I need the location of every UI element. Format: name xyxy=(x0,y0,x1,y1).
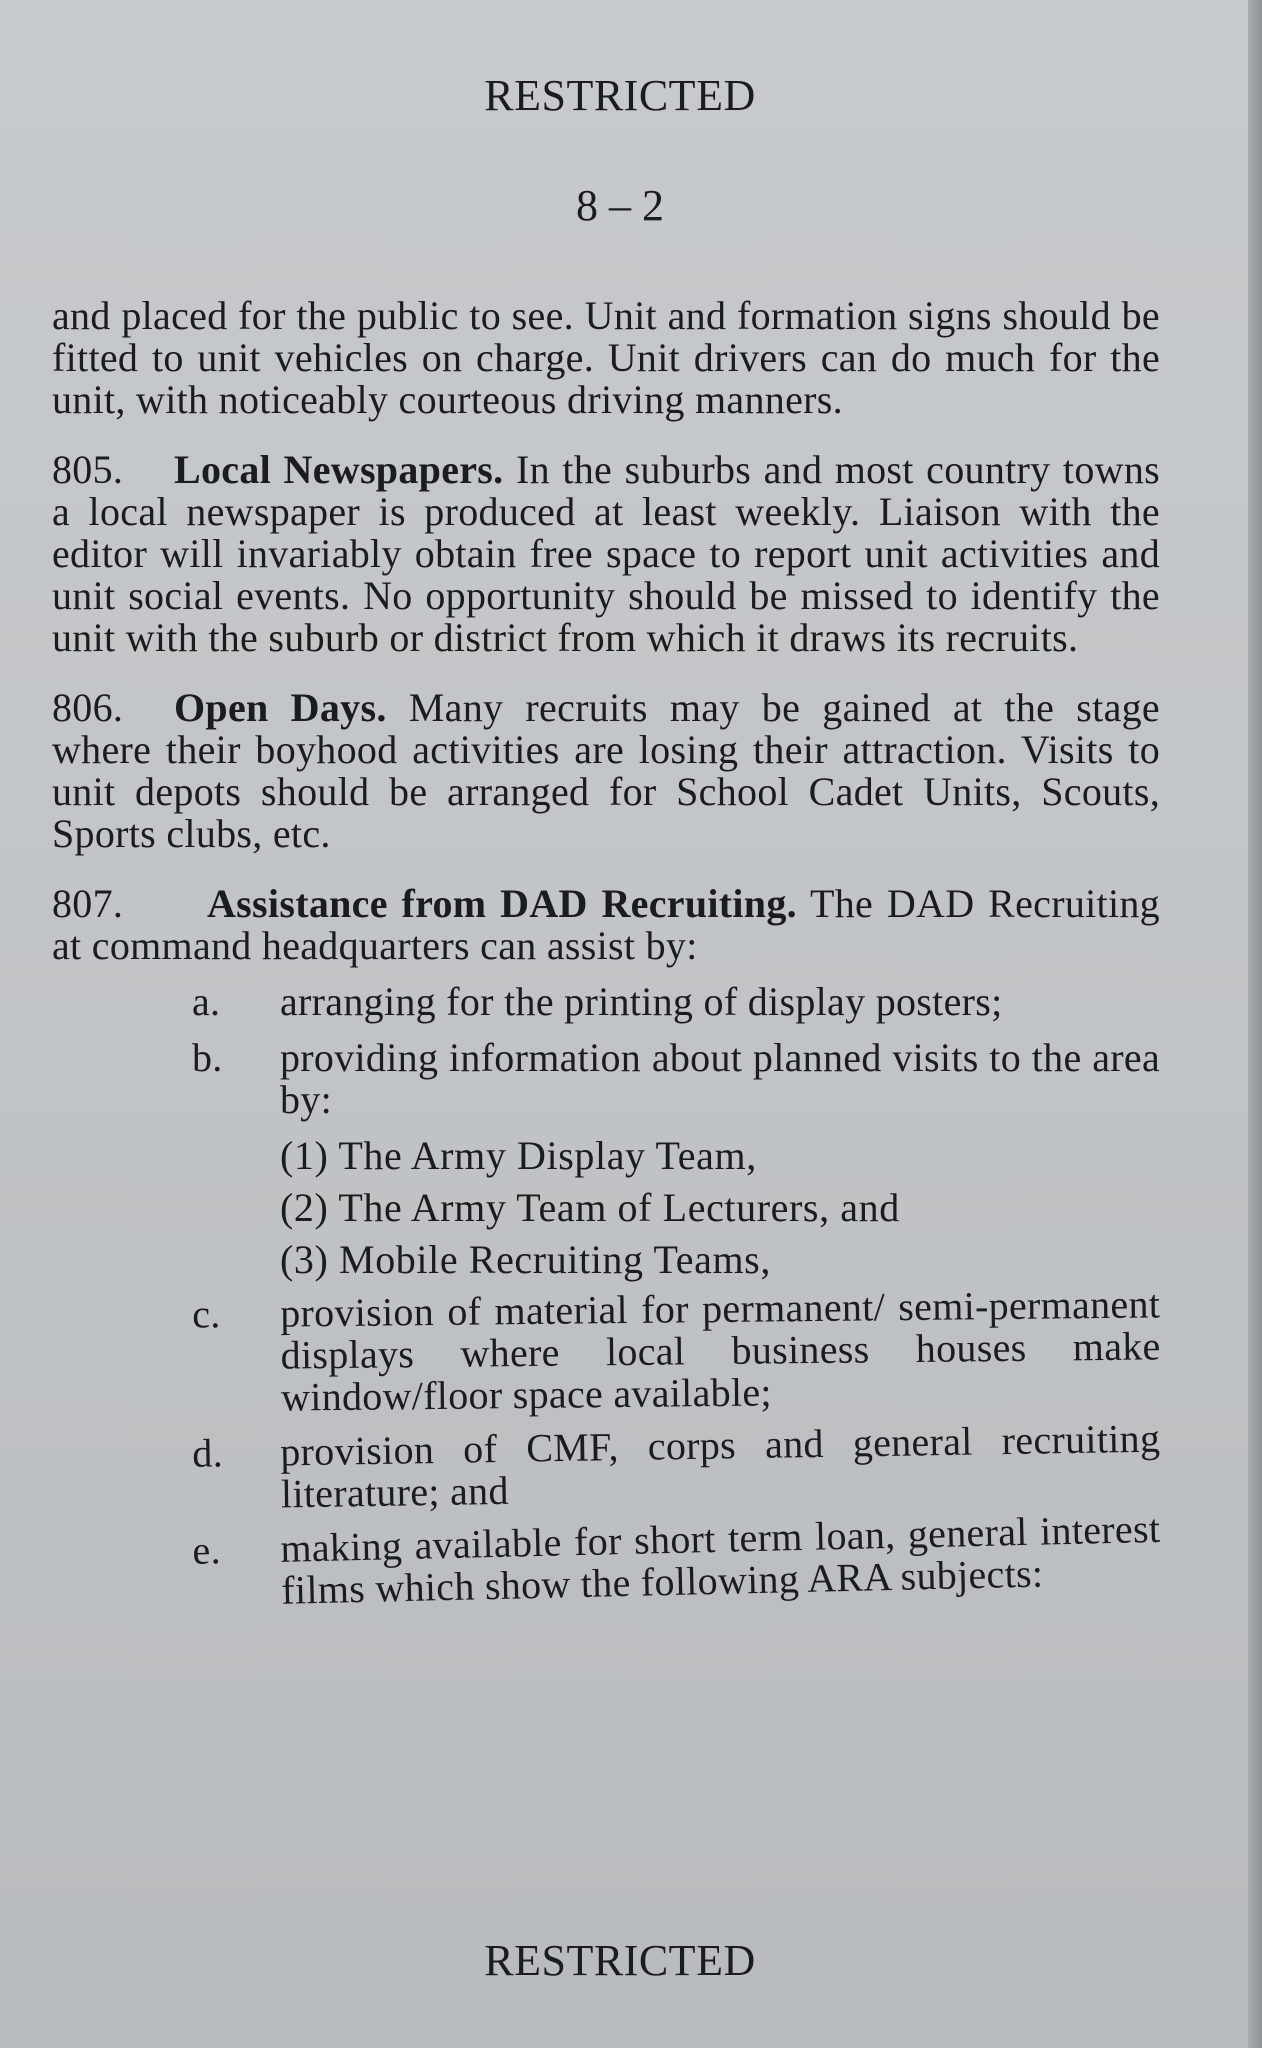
list-item-label: c. xyxy=(191,1291,221,1337)
paragraph-806 xyxy=(52,687,1160,855)
list-item-label: a. xyxy=(192,979,221,1024)
assistance-list xyxy=(52,981,1160,1617)
document-body xyxy=(52,295,1160,1631)
continuation-paragraph: and placed for the public to see. Unit and formation signs should be fitted to unit vehicles on charge. Unit drivers can do much for the unit, with noticeably courteous driving manners. xyxy=(52,293,1160,422)
list-item-label: d. xyxy=(191,1430,224,1476)
list-item-text: provision of material for permanent/ semi-permanent displays where local business houses make window/floor space available; xyxy=(279,1281,1161,1420)
paragraph-number: 805. xyxy=(52,447,124,492)
page-edge xyxy=(1248,0,1262,2048)
list-item xyxy=(52,1037,1160,1121)
list-item xyxy=(52,1283,1161,1421)
paragraph-805 xyxy=(52,449,1160,659)
list-item-label: b. xyxy=(192,1035,223,1080)
paragraph-title: Local Newspapers. xyxy=(174,447,504,492)
header-classification: RESTRICTED xyxy=(484,71,756,120)
paragraph-807 xyxy=(52,883,1160,967)
list-item xyxy=(52,1505,1162,1617)
list-item-text: providing information about planned visits to the area by: xyxy=(280,1035,1160,1122)
paragraph-title: Open Days. xyxy=(174,685,387,730)
list-item xyxy=(52,981,1160,1023)
paragraph-text: Many recruits may be gained at the stage where their boyhood activities are losing their attraction. Visits to unit depots should be arranged for School Cadet Units, Scouts, Sports clubs, etc. xyxy=(52,685,1160,856)
footer-classification: RESTRICTED xyxy=(484,1936,756,1985)
sub-list-item: (3) Mobile Recruiting Teams, xyxy=(280,1237,771,1282)
paragraph-number: 807. xyxy=(52,881,124,926)
paragraph-text: The DAD Recruiting at command headquarters can assist by: xyxy=(52,881,1160,968)
list-item-text: making available for short term loan, general interest films which show the following ARA subjects: xyxy=(279,1505,1161,1613)
list-item-label: e. xyxy=(191,1527,222,1573)
sub-list-item: (2) The Army Team of Lecturers, and xyxy=(280,1185,900,1230)
list-item-text: provision of CMF, corps and general recruiting literature; and xyxy=(279,1415,1161,1517)
list-item-text: arranging for the printing of display posters; xyxy=(280,979,1003,1024)
page-number: 8 – 2 xyxy=(576,181,664,230)
paragraph-text: In the suburbs and most country towns a local newspaper is produced at least weekly. Liaison with the editor will invariably obtain free space to report unit activities and unit social events. No opportunity should be missed to identify the unit with the suburb or district from which it draws its recruits. xyxy=(52,447,1160,660)
paragraph-title: Assistance from DAD Recruiting. xyxy=(207,881,797,926)
paragraph-number: 806. xyxy=(52,685,124,730)
list-item xyxy=(52,1415,1161,1519)
sub-list-item: (1) The Army Display Team, xyxy=(280,1133,757,1178)
